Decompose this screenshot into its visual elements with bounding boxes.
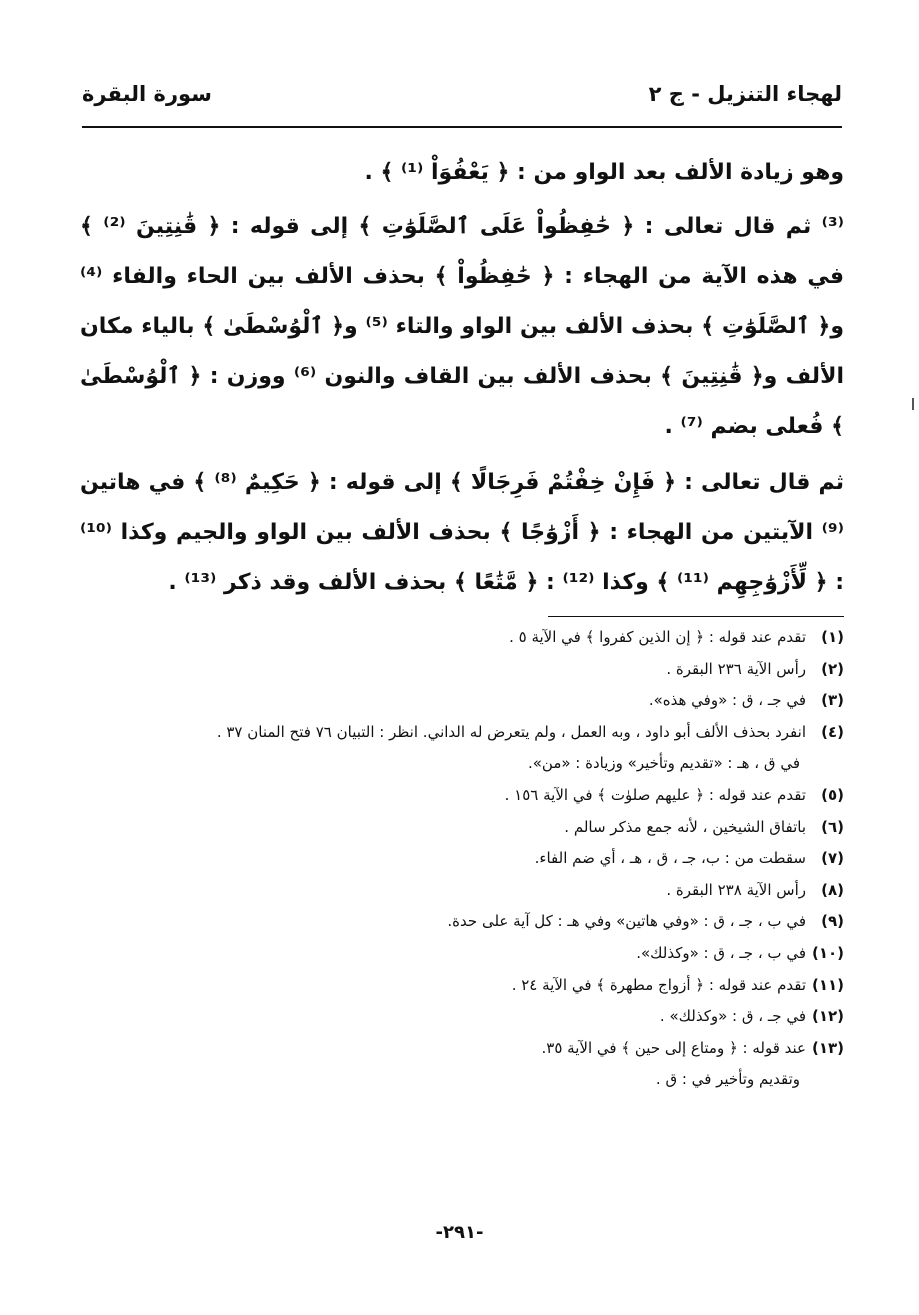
footnote (80, 1001, 844, 1033)
footnote-text: في ب ، جـ ، ق : «وكذلك». (636, 943, 806, 962)
footnote-text: رأس الآية ٢٣٨ البقرة . (666, 880, 806, 899)
footnote-text: تقدم عند قوله : ﴿ إن الذين كفروا ﴾ في الآية ٥ . (509, 628, 806, 646)
footnote (80, 622, 844, 654)
footnote-text: رأس الآية ٢٣٦ البقرة . (666, 659, 806, 678)
margin-mark (912, 398, 914, 410)
footnote-text: وتقديم وتأخير في : ق . (655, 1070, 800, 1089)
header-divider (82, 126, 842, 128)
footnote-text: في جـ ، ق : «وفي هذه». (648, 691, 806, 710)
footnote-number: (٧) (821, 849, 844, 868)
footnote (80, 906, 844, 938)
footnote (80, 875, 844, 907)
footnote-number: (٨) (821, 880, 844, 899)
footnote-number: (٥) (821, 785, 844, 804)
footnote-number: (٩) (821, 912, 844, 931)
footnote-text: عند قوله : ﴿ ومتاع إلى حين ﴾ في الآية ٣٥. (541, 1038, 806, 1057)
surah-title: سورة البقرة (82, 82, 212, 106)
footnote-text: في ق ، هـ : «تقديم وتأخير» وزيادة : «من». (527, 754, 800, 773)
paragraph: وهو زيادة الألف بعد الواو من : ﴿ يَعْفُوَاْ ⁽¹⁾ ﴾ . (364, 160, 844, 185)
footnote-number: (١٣) (811, 1038, 844, 1057)
footnote-number: (١١) (811, 975, 844, 994)
footnote-text: تقدم عند قوله : ﴿ عليهم صلوٰت ﴾ في الآية ١٥٦ . (504, 785, 806, 804)
footnote-number: (٦) (821, 817, 844, 836)
book-title: لهجاء التنزيل - ج ٢ (648, 82, 842, 106)
footnote-continuation (80, 1064, 844, 1096)
footnote-text: باتفاق الشيخين ، لأنه جمع مذكر سالم . (564, 817, 806, 836)
footnote-text: انفرد بحذف الألف أبو داود ، وبه العمل ، ولم يتعرض له الداني. انظر : التبيان ٧٦ فتح المنان ٣٧ . (216, 722, 806, 741)
footnote-number: (٤) (821, 722, 844, 741)
footnote-continuation (80, 748, 844, 780)
footnote-divider (548, 616, 844, 617)
footnote-number: (١) (821, 628, 844, 646)
paragraph: ⁽³⁾ ثم قال تعالى : ﴿ حَٰفِظُواْ عَلَى ٱلصَّلَوَٰتِ ﴾ إلى قوله : ﴿ قَٰنِتِينَ ⁽²⁾ ﴾ في هذه الآية من الهجاء : ﴿ حَٰفِظُواْ ﴾ بحذف الألف بين الحاء والفاء ⁽⁴⁾ و﴿ ٱلصَّلَوَٰتِ ﴾ بحذف الألف بين الواو والتاء ⁽⁵⁾ و﴿ ٱلْوُسْطَىٰ ﴾ بالياء مكان الألف و﴿ قَٰنِتِينَ ﴾ بحذف الألف بين القاف والنون ⁽⁶⁾ ووزن : ﴿ ٱلْوُسْطَىٰ ﴾ فُعلى بضم ⁽⁷⁾ . (80, 214, 844, 439)
footnote (80, 654, 844, 686)
footnote-number: (٢) (821, 659, 844, 678)
footnote-number: (٣) (821, 691, 844, 710)
footnote (80, 938, 844, 970)
footnote (80, 812, 844, 844)
footnote (80, 1033, 844, 1065)
paragraph: ثم قال تعالى : ﴿ فَإِنْ خِفْتُمْ فَرِجَالًا ﴾ إلى قوله : ﴿ حَكِيمٌ ⁽⁸⁾ ﴾ في هاتين ⁽⁹⁾ الآيتين من الهجاء : ﴿ أَزْوَٰجًا ﴾ بحذف الألف بين الواو والجيم وكذا ⁽¹⁰⁾ : ﴿ لِّأَزْوَٰجِهِم ⁽¹¹⁾ ﴾ وكذا ⁽¹²⁾ : ﴿ مَّتَٰعًا ﴾ بحذف الألف وقد ذكر ⁽¹³⁾ . (80, 470, 844, 595)
footnote (80, 843, 844, 875)
footnote (80, 717, 844, 749)
running-header (82, 78, 842, 122)
footnote-text: تقدم عند قوله : ﴿ أزواج مطهرة ﴾ في الآية ٢٤ . (511, 975, 806, 994)
footnote-text: في ب ، جـ ، ق : «وفي هاتين» وفي هـ : كل آية على حدة. (447, 912, 806, 931)
main-text (80, 148, 844, 614)
footnotes (80, 622, 844, 1096)
footnote-number: (١٢) (811, 1007, 844, 1026)
footnote (80, 685, 844, 717)
footnote (80, 780, 844, 812)
page-number: -٢٩١- (435, 1222, 484, 1243)
footnote-text: سقطت من : ب، جـ ، ق ، هـ ، أي ضم الفاء. (534, 849, 806, 868)
footnote-number: (١٠) (811, 943, 844, 962)
footnote (80, 970, 844, 1002)
footnote-text: في جـ ، ق : «وكذلك» . (659, 1007, 806, 1026)
